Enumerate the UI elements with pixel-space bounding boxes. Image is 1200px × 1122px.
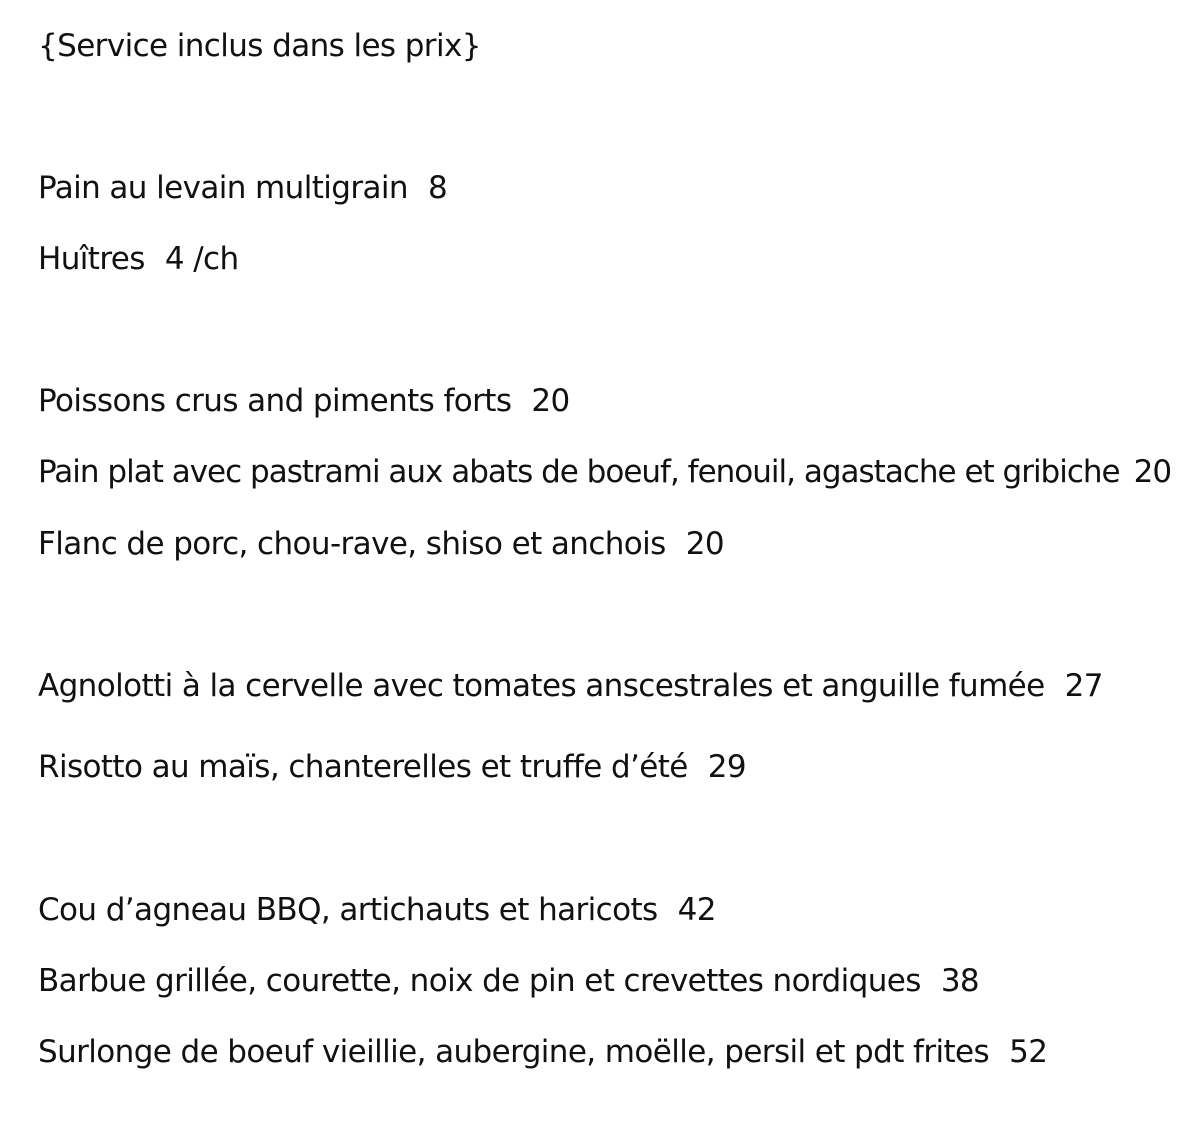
menu-item [38,452,1171,492]
menu-item [38,961,979,1001]
menu-item [38,666,1103,706]
menu-item-price: 20 [1133,454,1172,490]
menu-item [38,524,724,564]
menu-item [38,747,746,787]
menu-item-price: 42 [677,892,716,928]
menu-item-price: 52 [1009,1034,1048,1070]
menu-item-price: 27 [1064,668,1103,704]
menu-item-price: 38 [940,963,980,999]
menu-item-name: Barbue grillée, courette, noix de pin et crevettes nordiques [38,963,921,999]
menu-item-name: Agnolotti à la cervelle avec tomates anscestrales et anguille fumée [38,668,1045,704]
menu-item [38,890,716,930]
menu-item-name: Risotto au maïs, chanterelles et truffe d’été [38,749,688,785]
menu-item-name: Pain plat avec pastrami aux abats de boeuf, fenouil, agastache et gribiche [38,454,1120,490]
menu-item-name: Huîtres [38,241,145,277]
service-notice: {Service inclus dans les prix} [38,28,481,64]
menu-item [38,381,570,421]
menu-item-price: 4 /ch [164,241,239,277]
menu-item [38,168,447,208]
menu-item-name: Surlonge de boeuf vieillie, aubergine, moëlle, persil et pdt frites [38,1034,990,1070]
menu-item-name: Pain au levain multigrain [38,170,408,206]
menu-item-price: 20 [531,383,570,419]
menu-item-name: Cou d’agneau BBQ, artichauts et haricots [38,892,658,928]
menu-item-name: Poissons crus and piments forts [38,383,512,419]
menu-item [38,239,239,279]
menu-item-name: Flanc de porc, chou-rave, shiso et anchois [38,526,666,562]
menu-item-price: 29 [707,749,747,785]
menu-item-price: 20 [685,526,724,562]
menu-item [38,1032,1047,1072]
menu-item-price: 8 [427,170,448,206]
